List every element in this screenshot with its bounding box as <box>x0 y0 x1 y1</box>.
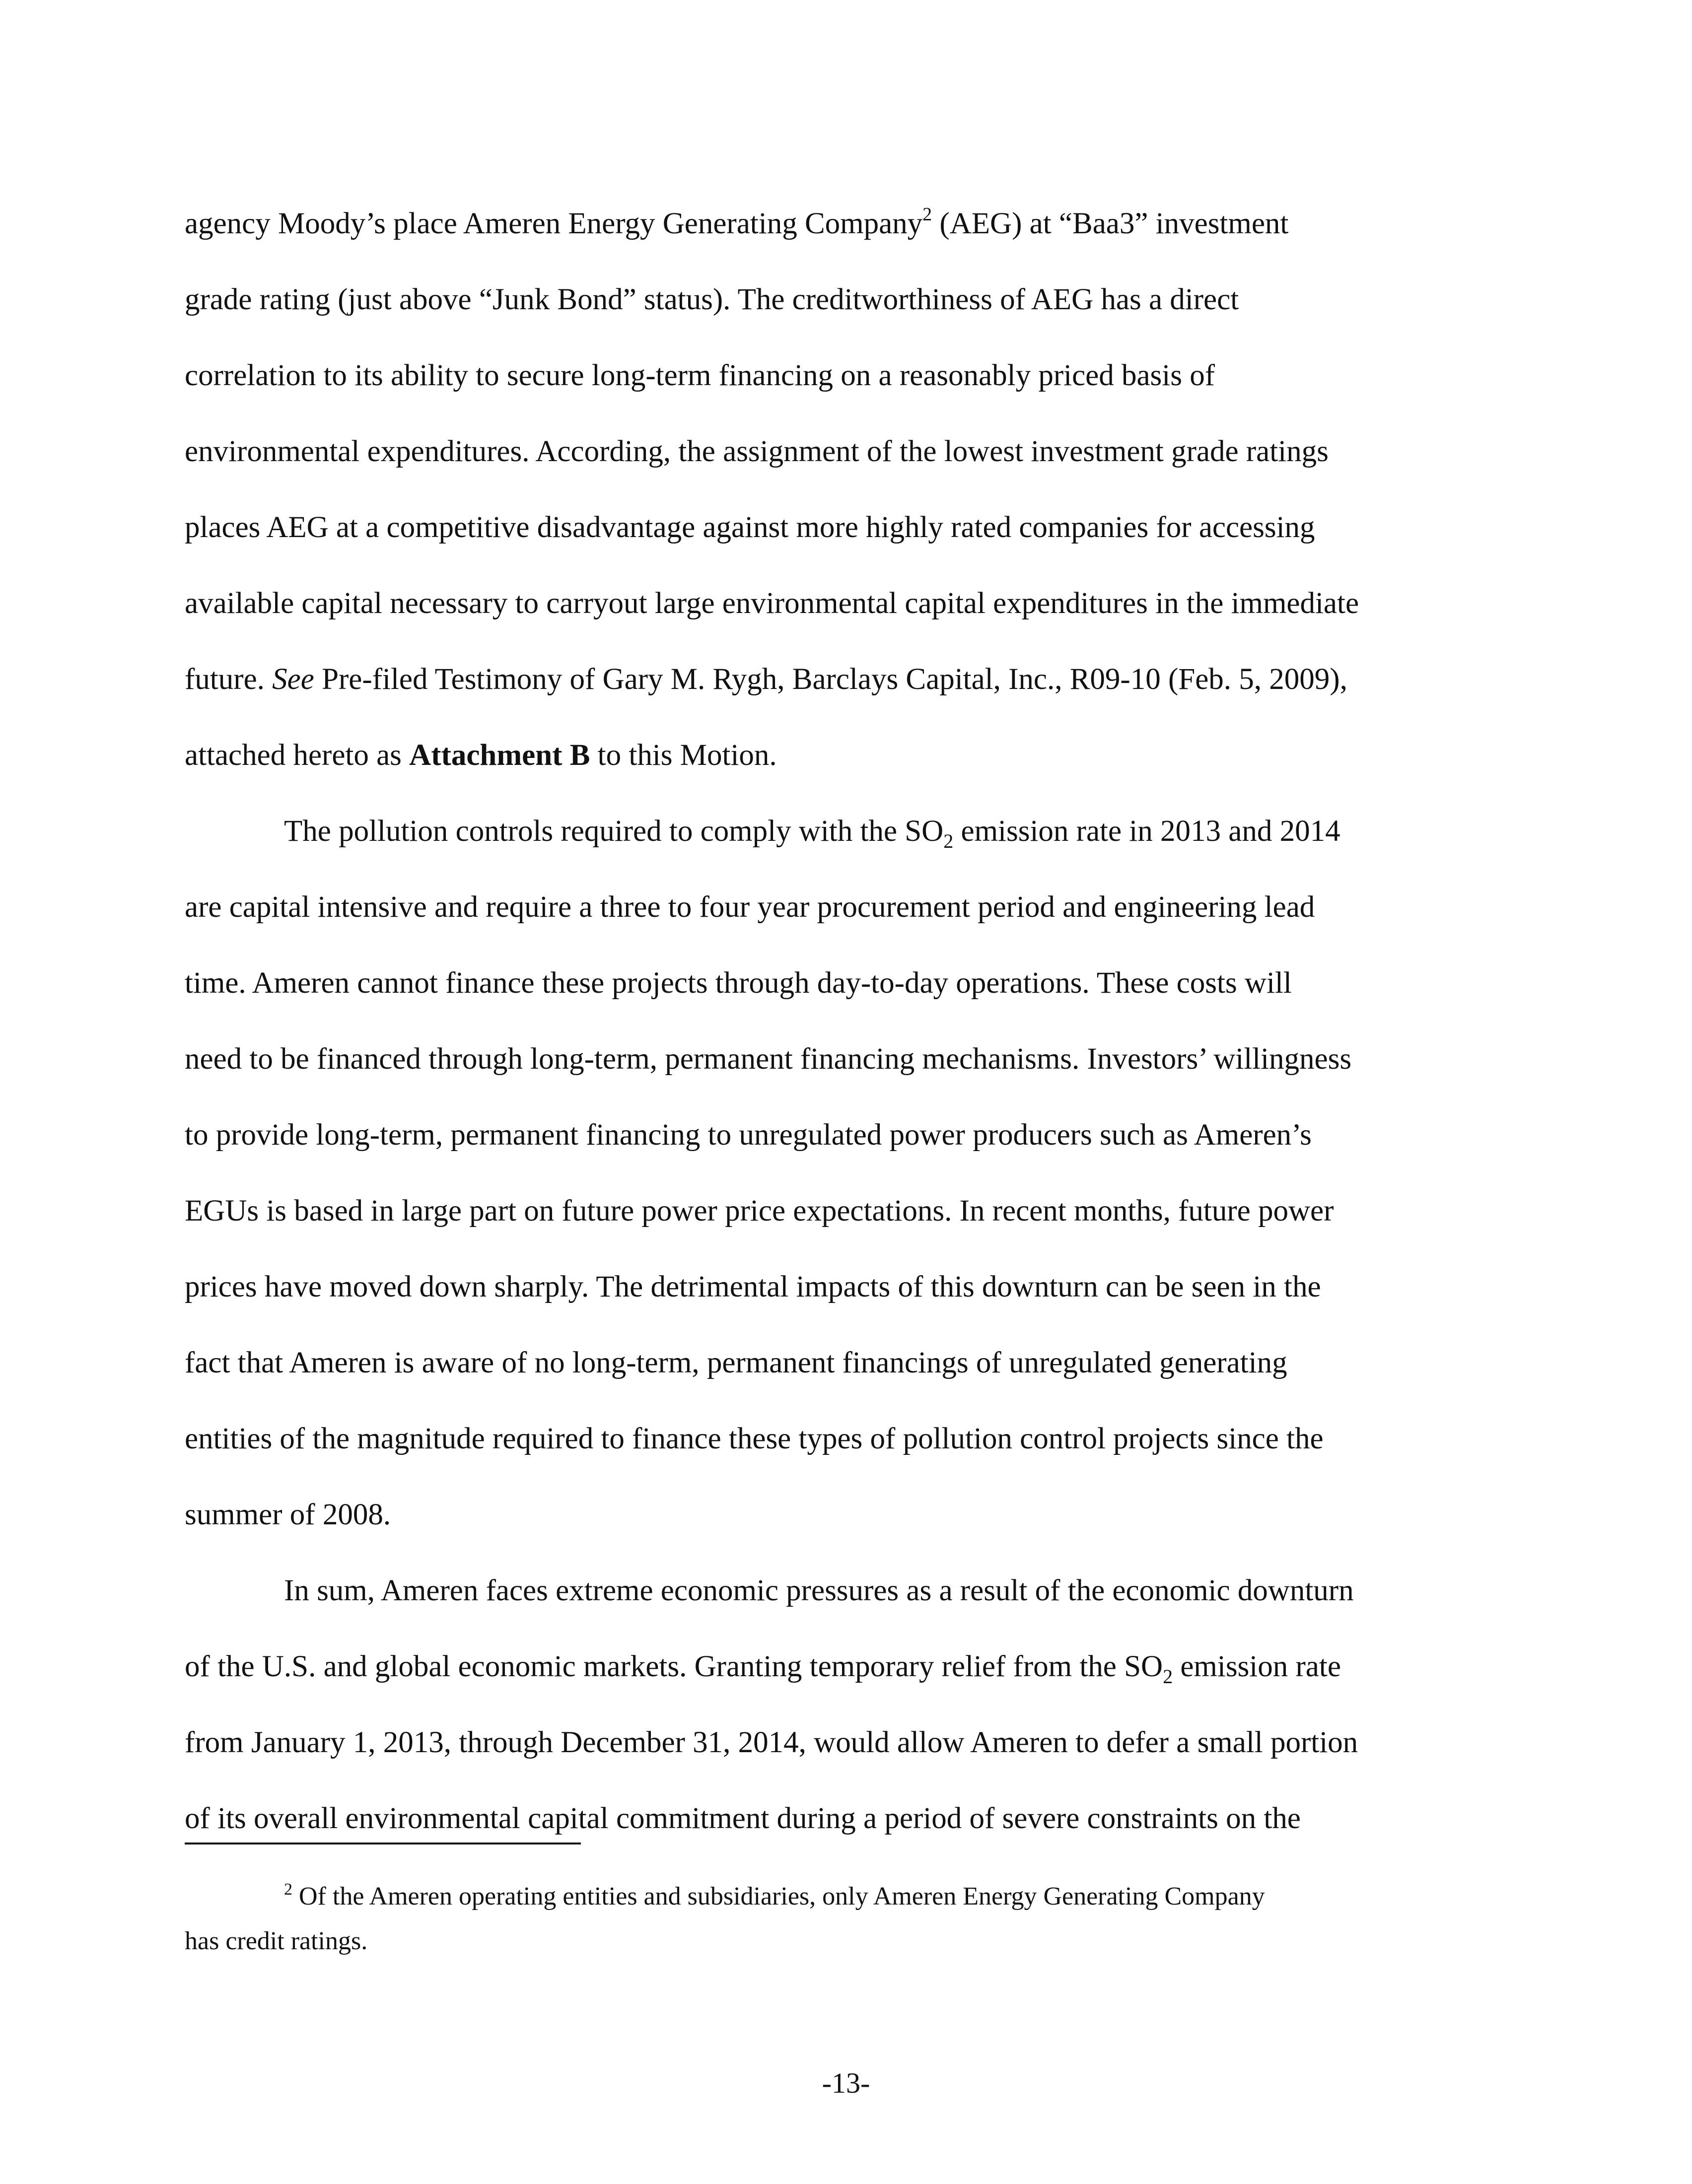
text-run: Of the Ameren operating entities and subsidiaries, only Ameren Energy Generating Company <box>292 1882 1265 1911</box>
text-run: to this Motion. <box>590 739 777 772</box>
paragraph-2-line-7: prices have moved down sharply. The detrimental impacts of this downturn can be seen in the <box>185 1270 1321 1303</box>
subscript: 2 <box>943 830 954 852</box>
attachment-reference: Attachment B <box>409 739 590 772</box>
text-run: of the U.S. and global economic markets. Granting temporary relief from the SO <box>185 1650 1163 1683</box>
footnote-marker: 2 <box>284 1880 292 1899</box>
italic-signal: See <box>272 663 314 696</box>
footnote-line-2: has credit ratings. <box>185 1927 368 1955</box>
paragraph-1-line-6: available capital necessary to carryout large environmental capital expenditures in the immediate <box>185 587 1359 620</box>
paragraph-1-line-3: correlation to its ability to secure long-term financing on a reasonably priced basis of <box>185 359 1215 392</box>
paragraph-2-line-5: to provide long-term, permanent financing to unregulated power producers such as Ameren’s <box>185 1118 1312 1152</box>
text-run: future. <box>185 663 273 696</box>
footnote-separator <box>185 1843 581 1844</box>
paragraph-3-line-3: from January 1, 2013, through December 31, 2014, would allow Ameren to defer a small portion <box>185 1726 1358 1759</box>
paragraph-2-line-3: time. Ameren cannot finance these projects through day-to-day operations. These costs will <box>185 966 1292 1000</box>
text-run: The pollution controls required to comply with the SO <box>284 815 944 848</box>
text-run: agency Moody’s place Ameren Energy Generating Company <box>185 207 923 240</box>
footnote-line-1 <box>284 1880 1265 1911</box>
paragraph-1-line-8 <box>185 740 777 770</box>
paragraph-2-line-4: need to be financed through long-term, permanent financing mechanisms. Investors’ willingness <box>185 1042 1352 1076</box>
paragraph-1-line-4: environmental expenditures. According, the assignment of the lowest investment grade ratings <box>185 435 1329 468</box>
page-number: -13- <box>822 2067 870 2099</box>
paragraph-3-line-1: In sum, Ameren faces extreme economic pressures as a result of the economic downturn <box>284 1574 1354 1607</box>
paragraph-1-line-1 <box>185 204 1289 240</box>
paragraph-2-line-1 <box>284 815 1340 852</box>
text-run: emission rate in 2013 and 2014 <box>953 815 1340 848</box>
paragraph-1-line-2: grade rating (just above “Junk Bond” status). The creditworthiness of AEG has a direct <box>185 283 1239 316</box>
paragraph-2-line-9: entities of the magnitude required to finance these types of pollution control projects since the <box>185 1422 1324 1455</box>
paragraph-2-line-8: fact that Ameren is aware of no long-term, permanent financings of unregulated generating <box>185 1346 1287 1379</box>
paragraph-2-line-6: EGUs is based in large part on future power price expectations. In recent months, future power <box>185 1194 1334 1228</box>
paragraph-2-line-2: are capital intensive and require a three to four year procurement period and engineering lead <box>185 890 1315 924</box>
text-run: (AEG) at “Baa3” investment <box>932 207 1289 240</box>
paragraph-3-line-2 <box>185 1650 1341 1688</box>
paragraph-1-line-5: places AEG at a competitive disadvantage against more highly rated companies for accessing <box>185 511 1315 544</box>
text-run: attached hereto as <box>185 739 410 772</box>
paragraph-1-line-7 <box>185 664 1347 694</box>
subscript: 2 <box>1163 1665 1173 1688</box>
footnote-reference: 2 <box>922 204 932 225</box>
text-run: emission rate <box>1173 1650 1341 1683</box>
paragraph-2-line-10: summer of 2008. <box>185 1498 391 1531</box>
text-run: Pre-filed Testimony of Gary M. Rygh, Barclays Capital, Inc., R09-10 (Feb. 5, 2009), <box>314 663 1347 696</box>
paragraph-3-line-4: of its overall environmental capital commitment during a period of severe constraints on the <box>185 1802 1301 1835</box>
